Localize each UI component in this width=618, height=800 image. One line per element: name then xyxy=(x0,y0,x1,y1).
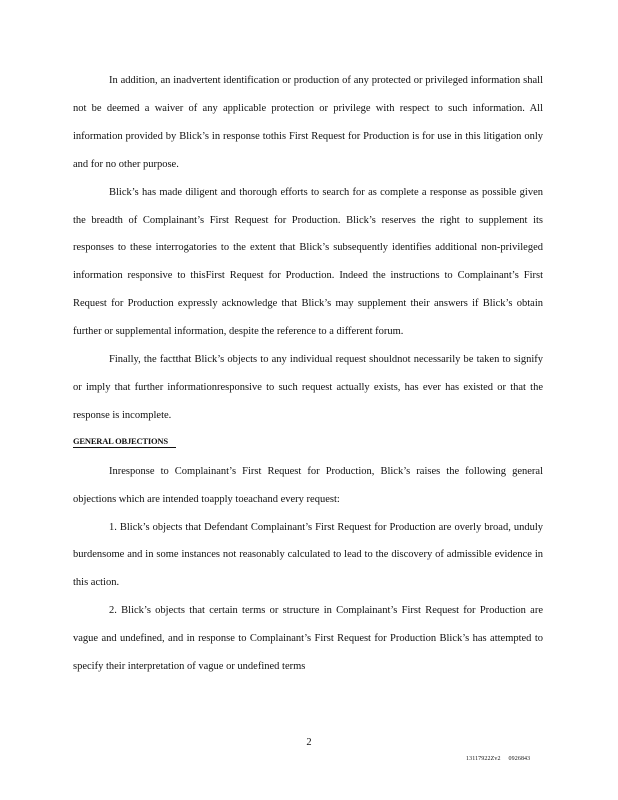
body-text xyxy=(73,67,543,681)
document-id: 13117922Zv2 0926843 xyxy=(466,756,531,762)
objection-1: 1. Blick’s objects that Defendant Complainant’s First Request for Production are overly broad, unduly burdensome and in some instances not reasonably calculated to lead to the discovery of admissible evidence in this action. xyxy=(73,521,543,589)
paragraph-inadvertent-identification: In addition, an inadvertent identification or production of any protected or privileged information shall not be deemed a waiver of any applicable protection or privilege with respect to such information. All information provided by Blick’s in response tothis First Request for Production is for use in this litigation only and for no other purpose. xyxy=(73,75,543,170)
section-heading-text: GENERAL OBJECTIONS xyxy=(73,435,176,448)
paragraph-diligent-efforts: Blick’s has made diligent and thorough efforts to search for as complete a response as possible given the breadth of Complainant’s First Request for Production. Blick’s reserves the right to supplement its responses to these interrogatories to the extent that Blick’s subsequently identifies additional non-privileged information responsive to thisFirst Request for Production. Indeed the instructions to Complainant’s First Request for Production expressly acknowledge that Blick’s may supplement their answers if Blick’s obtain further or supplemental information, despite the reference to a different forum. xyxy=(73,186,543,338)
section-heading xyxy=(73,430,543,458)
paragraph-finally: Finally, the factthat Blick’s objects to any individual request shouldnot necessarily be taken to signify or imply that further informationresponsive to such request actually exists, has ever has existed or that the response is incomplete. xyxy=(73,354,543,421)
objection-2: 2. Blick’s objects that certain terms or structure in Complainant’s First Request for Production are vague and undefined, and in response to Complainant’s First Request for Production Blick’s has attempted to specify their interpretation of vague or undefined terms xyxy=(73,605,543,673)
paragraph-general-objections-intro: Inresponse to Complainant’s First Request for Production, Blick’s raises the following general objections which are intended toapply toeachand every request: xyxy=(73,465,543,505)
page-number: 2 xyxy=(306,737,312,748)
